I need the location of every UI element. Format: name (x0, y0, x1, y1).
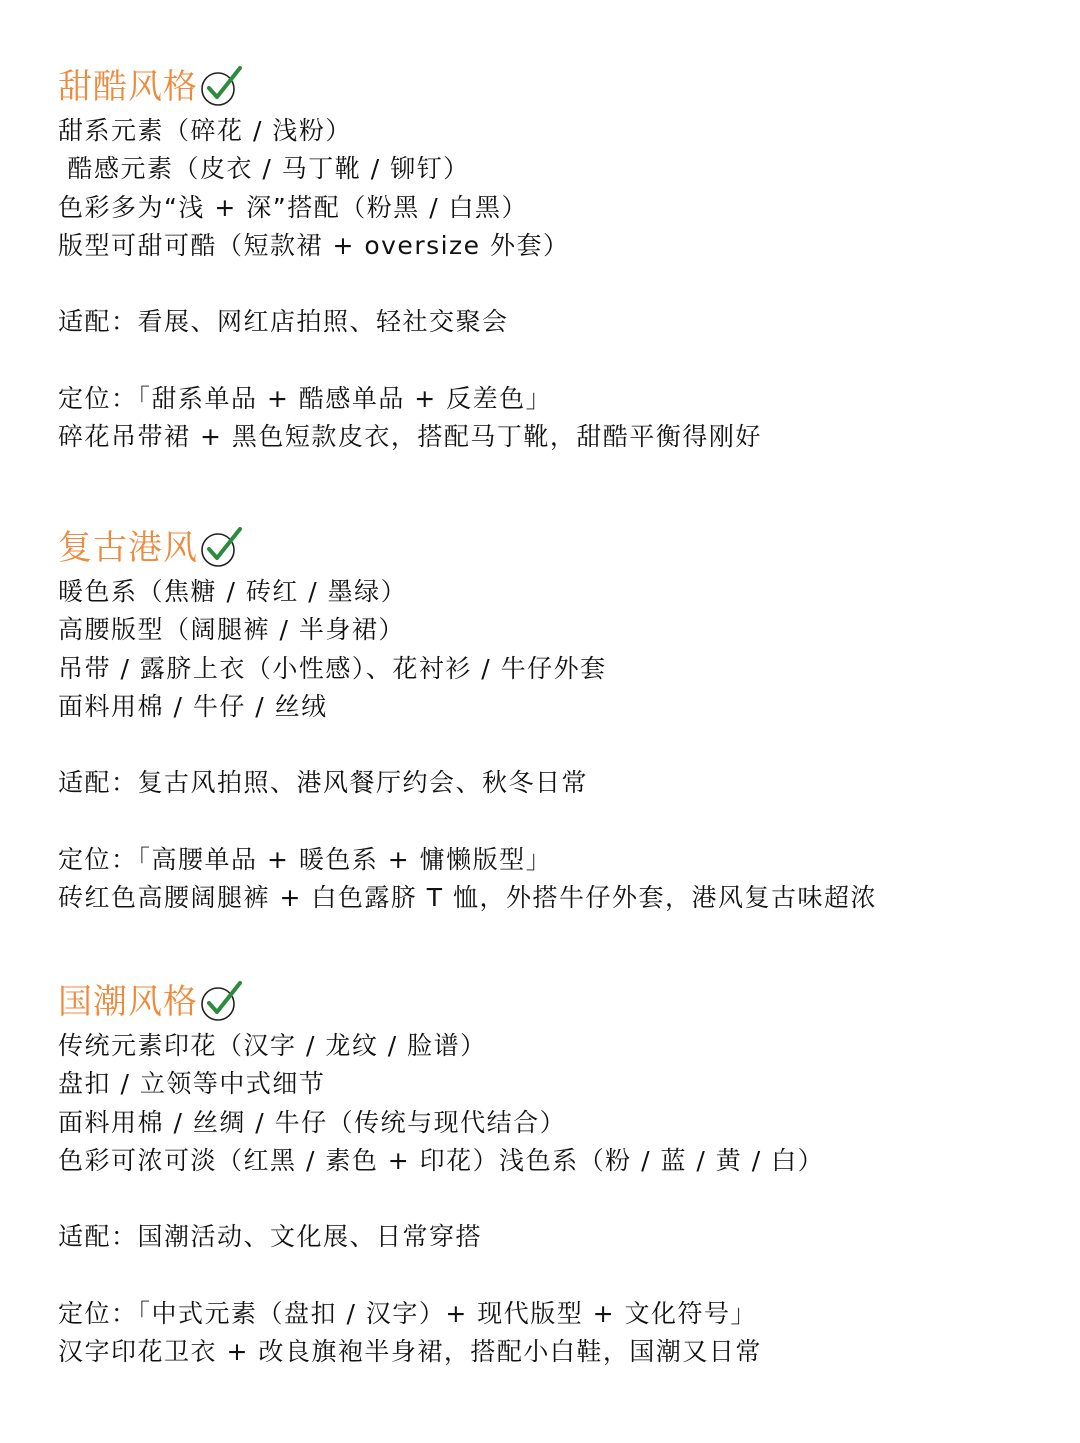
fit-line: 适配：复古风拍照、港风餐厅约会、秋冬日常 (58, 768, 589, 798)
section-title-row (58, 523, 1060, 573)
section-title-row (58, 977, 1060, 1027)
feature-line: 面料用棉 / 牛仔 / 丝绒 (58, 691, 328, 721)
section-sweet-cool (58, 62, 1060, 457)
check-circle-icon (196, 63, 244, 111)
section-title: 甜酷风格 (58, 67, 198, 107)
feature-line: 酷感元素（皮衣 / 马丁靴 / 铆钉） (58, 154, 470, 184)
feature-line: 色彩可浓可淡（红黑 / 素色 + 印花）浅色系（粉 / 蓝 / 黄 / 白） (58, 1145, 825, 1175)
section-title: 国潮风格 (58, 982, 198, 1022)
feature-line: 版型可甜可酷（短款裙 + oversize 外套） (58, 230, 570, 260)
feature-line: 传统元素印花（汉字 / 龙纹 / 脸谱） (58, 1031, 487, 1060)
example-line: 砖红色高腰阔腿裤 + 白色露脐 T 恤，外搭牛仔外套，港风复古味超浓 (58, 883, 878, 913)
section-title: 复古港风 (58, 528, 198, 568)
section-guochao (58, 977, 1060, 1372)
section-retro-hk (58, 523, 1060, 918)
example-line: 碎花吊带裙 + 黑色短款皮衣，搭配马丁靴，甜酷平衡得刚好 (58, 422, 762, 452)
positioning-line: 定位：「甜系单品 + 酷感单品 + 反差色」 (58, 384, 553, 414)
example-line: 汉字印花卫衣 + 改良旗袍半身裙，搭配小白鞋，国潮又日常 (58, 1337, 762, 1367)
feature-line: 盘扣 / 立领等中式细节 (58, 1069, 326, 1099)
feature-line: 面料用棉 / 丝绸 / 牛仔（传统与现代结合） (58, 1107, 567, 1137)
feature-line: 高腰版型（阔腿裤 / 半身裙） (58, 615, 405, 645)
section-title-row (58, 62, 1060, 112)
check-circle-icon (196, 524, 244, 572)
fit-line: 适配：国潮活动、文化展、日常穿搭 (58, 1222, 483, 1252)
feature-line: 吊带 / 露脐上衣（小性感）、花衬衫 / 牛仔外套 (58, 653, 607, 683)
feature-line: 暖色系（焦糖 / 砖红 / 墨绿） (58, 577, 408, 606)
positioning-line: 定位：「中式元素（盘扣 / 汉字）+ 现代版型 + 文化符号」 (58, 1299, 758, 1329)
feature-line: 甜系元素（碎花 / 浅粉） (58, 116, 352, 145)
feature-line: 色彩多为“浅 + 深”搭配（粉黑 / 白黑） (58, 192, 529, 222)
fit-line: 适配：看展、网红店拍照、轻社交聚会 (58, 307, 509, 337)
positioning-line: 定位：「高腰单品 + 暖色系 + 慵懒版型」 (58, 845, 553, 875)
check-circle-icon (196, 978, 244, 1026)
